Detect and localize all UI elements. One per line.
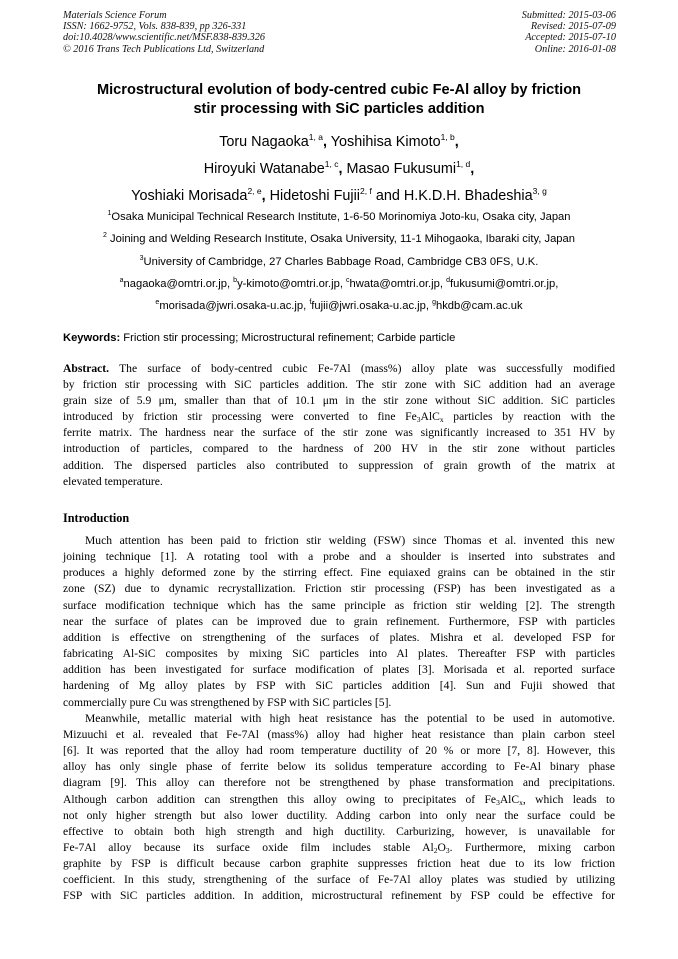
title-line: Microstructural evolution of body-centred cubic Fe-Al alloy by friction [96, 82, 582, 98]
author-name: Yoshiaki Morisada [131, 188, 248, 204]
affiliation-line [63, 206, 615, 228]
abstract-line: introduction of particles, compared to the hardness of 200 HV in the stir zone without particles [63, 442, 615, 456]
paragraph-line: zone (SZ) due to dynamic recrystallization. Friction stir processing (FSP) has been investigated as a [63, 582, 615, 596]
date-online: Online: 2016-01-08 [534, 43, 616, 55]
paragraph-line: Meanwhile, metallic material with high heat resistance has the potential to be used in automotive. [85, 711, 615, 725]
affiliation-number: 2 [103, 232, 107, 240]
author-separator: , [454, 134, 459, 150]
date-accepted: Accepted: 2015-07-10 [525, 32, 616, 44]
abstract [63, 361, 615, 490]
author-name: H.K.D.H. Bhadeshia [403, 188, 533, 204]
author-affiliation-marker: 2, e [247, 186, 262, 196]
affiliation-number: 1 [107, 210, 112, 217]
abstract-label: Abstract. [63, 362, 110, 375]
paragraph-line: addition has been investigated for surface modification of plates [3]. Morisada et al. reported surface [63, 663, 615, 677]
keywords-label: Keywords: [63, 332, 121, 344]
journal-name: Materials Science Forum [63, 10, 167, 21]
paragraph-line: diagram [9]. This alloy can therefore not be strengthened by phase transformation and precipitations. [63, 776, 615, 790]
email-address: morisada@jwri.osaka-u.ac.jp, [159, 300, 310, 313]
paragraph-line: FSP with SiC particles addition. In addition, microstructural refinement by FSP could be effective for [63, 889, 615, 903]
abstract-line: grain size of 5.9 μm, smaller than that of 10.1 μm in the stir zone without SiC addition. SiC particles [63, 394, 615, 408]
email-address: y-kimoto@omtri.or.jp, [237, 277, 347, 290]
date-revised: Revised: 2015-07-09 [530, 21, 616, 33]
author-separator: , [338, 161, 343, 177]
author-name: Toru Nagaoka [219, 134, 309, 150]
author-separator: , [470, 161, 475, 177]
affiliation-text: Joining and Welding Research Institute, Osaka University, 11-1 Mihogaoka, Ibaraki city, Japan [106, 233, 575, 246]
email-address: hkdb@cam.ac.uk [435, 300, 523, 313]
title-line: stir processing with SiC particles addition [193, 101, 485, 117]
paragraph-line: coefficient. In this study, strengthening of the surface of Fe-7Al alloy plates was studied by utilizing [63, 873, 615, 887]
email-address: nagaoka@omtri.or.jp, [123, 277, 234, 290]
section-heading-introduction: Introduction [63, 511, 130, 525]
author-line [63, 129, 615, 156]
subscript: x [519, 797, 523, 807]
abstract-line: Abstract. The surface of body-centred cubic Fe-7Al (mass%) alloy plate was successfully modified [63, 362, 615, 375]
subscript: 2 [433, 845, 438, 855]
email-address: fukusumi@omtri.or.jp, [450, 277, 559, 290]
author-separator: , [261, 188, 266, 204]
journal-issn: ISSN: 1662-9752, Vols. 838-839, pp 326-331 [63, 21, 247, 33]
email-marker: f [309, 299, 312, 307]
email-marker: g [432, 299, 436, 307]
introduction-text [63, 533, 615, 905]
author-line [63, 156, 615, 183]
paragraph-line: Fe-7Al alloy because its surface oxide film includes stable $Al_2O_3$. Furthermore, mixing carbon [63, 840, 616, 855]
journal-doi: doi:10.4028/www.scientific.net/MSF.838-839.326 [63, 32, 265, 44]
abstract-line: elevated temperature. [63, 474, 163, 488]
subscript: x [439, 415, 444, 425]
abstract-line: by friction stir processing with SiC particles addition. The stir zone with SiC addition had an average [63, 378, 615, 392]
paragraph-line: graphite by FSP is difficult because carbon graphite suppresses friction heat due to its low friction [63, 857, 615, 871]
paragraph-line: hardening of Mg alloy plates by FSP with SiC particles addition [4]. Sun and Fujii showed that [63, 679, 615, 693]
affiliation-line [63, 251, 615, 273]
paragraph-line: fabricating Al-SiC composites by mixing SiC particles into Al plates. Thereafter FSP with particles [63, 647, 615, 661]
email-marker: d [446, 276, 450, 284]
paragraph-line: Mizuuchi et al. revealed that Fe-7Al (mass%) alloy had higher heat resistance than plain carbon steel [63, 727, 615, 741]
email-address: hwata@omtri.or.jp, [349, 277, 447, 290]
paragraph-line: [6]. It was reported that the alloy had room temperature ductility of 20 % or more [7, 8]. However, this [63, 744, 615, 758]
paragraph-line: near the surface of plates can be improved due to grain refinement. Furthermore, FSP with particles [63, 614, 615, 628]
journal-info [63, 10, 265, 55]
paragraph-line: not only higher strength but also lower ductility. Adding carbon into only near the surface could be [63, 808, 615, 822]
abstract-line: introduced by friction stir processing were converted to fine $Fe_3AlC_x$ particles by reaction with the [63, 410, 616, 425]
email-address: fujii@jwri.osaka-u.ac.jp, [311, 300, 433, 313]
author-name: Hiroyuki Watanabe [203, 161, 325, 177]
paper-title [63, 81, 615, 119]
paragraph-line: effective to obtain both high strength and high ductility. Carburizing, however, is unavailable for [63, 824, 615, 838]
subscript: 3 [445, 845, 450, 855]
author-affiliation-marker: 2, f [360, 186, 372, 196]
paragraph-line: Much attention has been paid to friction stir welding (FSW) since Thomas et al. invented this new [85, 534, 615, 547]
author-name: Hidetoshi Fujii [269, 188, 361, 204]
author-separator: , [322, 134, 327, 150]
email-marker: e [155, 299, 160, 307]
journal-copyright: © 2016 Trans Tech Publications Ltd, Switzerland [63, 43, 265, 55]
affiliation-text: University of Cambridge, 27 Charles Babbage Road, Cambridge CB3 0FS, U.K. [143, 255, 539, 268]
affiliation-text: Osaka Municipal Technical Research Institute, 1-6-50 Morinomiya Joto-ku, Osaka city, Japan [111, 211, 571, 223]
author-line: Yoshiaki Morisada$^{2, e}$, Hidetoshi Fujii$^{2, f}$ and H.K.D.H. Bhadeshia$^{3, g}$ [131, 186, 547, 204]
email-marker: b [233, 276, 238, 284]
author-list [63, 129, 615, 210]
subscript: 3 [496, 797, 500, 807]
keywords-text: Friction stir processing; Microstructural refinement; Carbide particle [120, 332, 456, 344]
affiliation-line [63, 228, 615, 250]
email-marker: a [119, 276, 124, 284]
paragraph-line: surface modification technique which has the same principle as friction stir welding [2]. The strength [63, 598, 615, 612]
author-affiliation-marker: 3, g [532, 186, 547, 196]
date-submitted: Submitted: 2015-03-06 [521, 10, 616, 21]
email-line [63, 273, 615, 295]
author-name: Yoshihisa Kimoto [330, 134, 441, 150]
paragraph-line: produces a highly deformed zone by the stirring effect. Fine equiaxed grains can be obtained in the stir [63, 566, 615, 580]
abstract-line: addition. The dispersed particles also contributed to suppression of grain growth of the matrix at [63, 458, 615, 472]
email-marker: c [346, 276, 350, 284]
affiliation-number: 3 [139, 254, 144, 262]
paragraph-line: addition is effective on strengthening of the surfaces of plates. Mishra et al. developed FSP for [63, 630, 615, 644]
author-name: Masao Fukusumi [346, 161, 457, 177]
author-affiliation-marker: 1, c [324, 159, 339, 169]
abstract-line: ferrite matrix. The hardness near the surface of the stir zone was significantly increased to 351 HV by [63, 426, 615, 440]
author-affiliation-marker: 1, d [456, 159, 471, 169]
paragraph-line: commercially pure Cu was strengthened by FSP with SiC particles [5]. [63, 695, 392, 709]
affiliations [63, 206, 615, 317]
subscript: 3 [416, 415, 421, 425]
submission-dates [522, 10, 616, 55]
author-affiliation-marker: 1, a [308, 132, 323, 142]
paragraph-line: joining technique [1]. A rotating tool with a probe and a shoulder is inserted into substrates and [63, 550, 615, 564]
keywords [63, 331, 615, 345]
email-line [63, 295, 615, 317]
paragraph-line: alloy has only single phase of ferrite below its solidus temperature according to Fe-Al binary phase [63, 760, 615, 774]
paragraph-line: Although carbon addition can strengthen this alloy owing to precipitates of $Fe_3AlC_x$, which leads to [63, 792, 615, 807]
author-affiliation-marker: 1, b [440, 132, 455, 142]
